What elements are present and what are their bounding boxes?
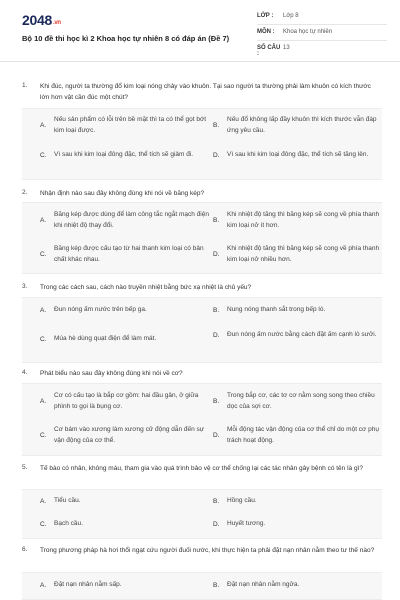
option-letter: D.: [213, 151, 220, 159]
option-text: Mỗi động tác vận động của cơ thể chỉ do một cơ phụ trách hoạt động.: [227, 426, 379, 444]
logo-main-text: 2048: [22, 12, 52, 28]
meta-row-count: [257, 45, 387, 57]
option-letter: B.: [213, 122, 220, 129]
option-2c[interactable]: [40, 244, 210, 265]
option-5c[interactable]: [40, 519, 210, 530]
option-6a[interactable]: [40, 580, 210, 591]
option-text: Vì sau khi kim loại đông đặc, thể tích sẽ giảm đi.: [54, 151, 194, 158]
option-text: Khi nhiệt độ tăng thì băng kép sẽ cong về phía thanh kim loại nở ít hơn.: [227, 211, 380, 229]
meta-key: LỚP :: [257, 13, 274, 19]
option-letter: C.: [40, 251, 47, 258]
meta-divider: [257, 40, 387, 41]
option-text: Khi nhiệt độ tăng thì băng kép sẽ cong về phía thanh kim loại nở nhiều hơn.: [227, 245, 380, 263]
question-text: Trong các cách sau, cách nào truyền nhiệt bằng bức xạ nhiệt là chủ yếu?: [40, 284, 252, 291]
option-1d[interactable]: [213, 150, 383, 161]
option-letter: C.: [40, 335, 47, 343]
option-text: Hồng cầu.: [227, 497, 257, 504]
site-logo[interactable]: [22, 12, 61, 28]
option-text: Trong bắp cơ, các tơ cơ nằm song song theo chiều dọc của sợi cơ.: [227, 392, 375, 410]
option-letter: C.: [40, 432, 47, 439]
option-4a[interactable]: [40, 391, 210, 412]
option-5b[interactable]: [213, 496, 383, 507]
question-text: Phát biểu nào sau đây không đúng khi nói về cơ?: [40, 370, 183, 377]
question-text: Tế bào có nhân, không màu, tham gia vào quá trình bảo vệ cơ thể chống lại các tác nhân gây bệnh có tên là gì?: [40, 465, 363, 472]
option-2a[interactable]: [40, 210, 210, 231]
option-letter: C.: [40, 151, 47, 159]
option-3d[interactable]: [213, 330, 383, 341]
option-letter: B.: [213, 581, 220, 589]
meta-key: SỐ CÂU :: [257, 45, 281, 57]
option-1b[interactable]: [213, 115, 383, 136]
meta-value: Lớp 8: [283, 13, 299, 19]
option-text: Đun nóng ấm nước trên bếp ga.: [54, 306, 147, 313]
option-3b[interactable]: [213, 305, 383, 316]
option-5a[interactable]: [40, 496, 210, 507]
question-number: 5.: [22, 464, 28, 471]
option-4d[interactable]: [213, 425, 383, 446]
option-3a[interactable]: [40, 305, 210, 316]
question-number: 4.: [22, 369, 28, 376]
option-text: Nếu sản phẩm có lỗi trên bề mặt thì ta có thể gọt bớt kim loại được.: [54, 116, 207, 134]
option-text: Đun nóng ấm nước bằng cách đặt ấm cạnh lò sưởi.: [227, 331, 377, 338]
option-letter: D.: [213, 251, 220, 258]
option-text: Cơ có cấu tạo là bắp cơ gồm: hai đầu gân, ở giữa phình to gọi là bụng cơ.: [54, 392, 199, 410]
option-text: Đặt nạn nhân nằm sấp.: [54, 581, 122, 588]
page-header: [0, 0, 400, 62]
option-6b[interactable]: [213, 580, 383, 591]
exam-title: Bộ 10 đề thi học kì 2 Khoa học tự nhiên 8 có đáp án (Đề 7): [22, 34, 230, 43]
question-number: 6.: [22, 546, 28, 553]
question-text: Trong phương pháp hà hơi thổi ngạt cứu người đuối nước, khi thực hiện ta phải đặt nạn nhân nằm theo tư thế nào?: [40, 547, 375, 554]
option-text: Múa hè dùng quạt điện để làm mát.: [54, 335, 157, 342]
option-letter: A.: [40, 497, 47, 505]
option-text: Băng kép được dùng để làm công tắc ngắt mạch điện khi nhiệt độ thay đổi.: [54, 211, 209, 229]
option-letter: A.: [40, 581, 47, 589]
option-letter: D.: [213, 432, 220, 439]
meta-divider: [257, 24, 387, 25]
question-text: Nhận định nào sau đây không đúng khi nói về băng kép?: [40, 190, 205, 197]
option-letter: B.: [213, 217, 220, 224]
meta-row-subject: [257, 29, 387, 35]
option-letter: A.: [40, 217, 47, 224]
option-5d[interactable]: [213, 519, 383, 530]
option-letter: B.: [213, 398, 220, 405]
option-text: Bạch cầu.: [54, 520, 83, 527]
option-letter: A.: [40, 306, 47, 314]
question-number: 3.: [22, 283, 28, 290]
option-text: Tiểu cầu.: [54, 497, 81, 504]
question-text: Khi đúc, người ta thường đổ kim loại nóng chảy vào khuôn. Tại sao người ta thường phải làm khuôn có kích thước lớn hơn vật cần đúc một chút?: [40, 83, 371, 101]
option-letter: A.: [40, 398, 47, 405]
option-text: Băng kép được cấu tạo từ hai thanh kim loại có bản chất khác nhau.: [54, 245, 204, 263]
option-1c[interactable]: [40, 150, 210, 161]
logo-suffix-text: .vn: [52, 20, 61, 26]
option-letter: D.: [213, 520, 220, 528]
option-2d[interactable]: [213, 244, 383, 265]
option-text: Đặt nạn nhân nằm ngửa.: [227, 581, 300, 588]
option-4b[interactable]: [213, 391, 383, 412]
option-letter: B.: [213, 497, 220, 505]
option-letter: A.: [40, 122, 47, 129]
option-4c[interactable]: [40, 425, 210, 446]
option-3c[interactable]: [40, 334, 210, 345]
meta-row-grade: [257, 13, 387, 19]
question-number: 2.: [22, 189, 28, 196]
option-letter: B.: [213, 306, 220, 314]
meta-value: Khoa học tự nhiên: [283, 29, 333, 35]
option-text: Nung nóng thanh sắt trong bếp lò.: [227, 306, 326, 313]
option-text: Vì sau khi kim loại đông đặc, thể tích sẽ tăng lên.: [227, 151, 369, 158]
option-text: Nếu đổ không lấp đầy khuôn thì kích thước vẫn đáp ứng yêu cầu.: [227, 116, 377, 134]
option-2b[interactable]: [213, 210, 383, 231]
option-text: Cơ bám vào xương làm xương cử động dẫn đến sự vận động của cơ thể.: [54, 426, 205, 444]
option-1a[interactable]: [40, 115, 210, 136]
meta-value: 13: [283, 45, 290, 51]
question-number: 1.: [22, 82, 28, 89]
meta-key: MÔN :: [257, 29, 275, 35]
option-text: Huyết tương.: [227, 520, 266, 527]
option-letter: D.: [213, 331, 220, 339]
option-letter: C.: [40, 520, 47, 528]
